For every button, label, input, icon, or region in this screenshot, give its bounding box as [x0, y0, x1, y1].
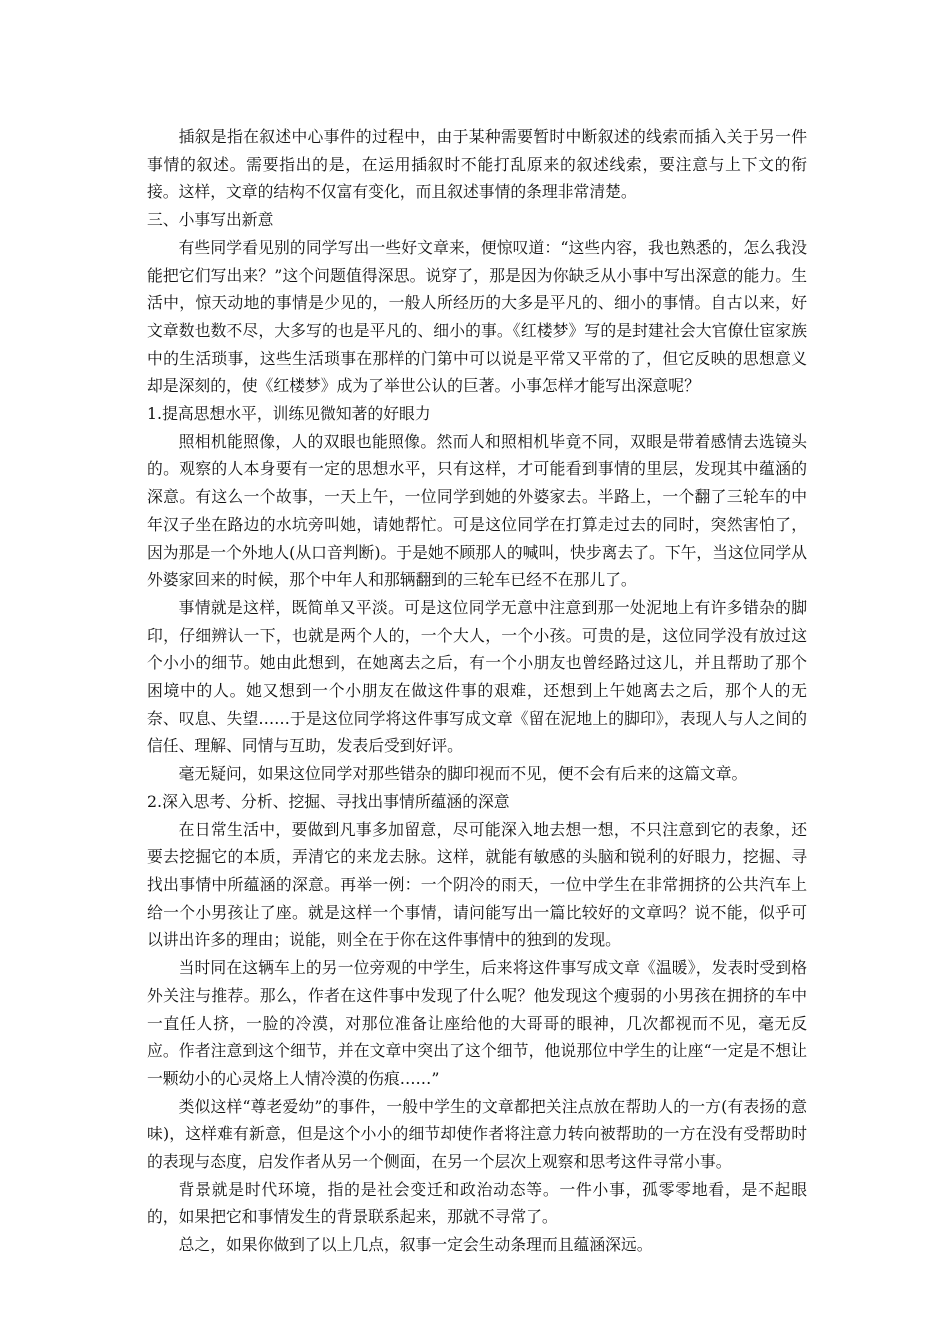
paragraph-no-doubt: 毫无疑问，如果这位同学对那些错杂的脚印视而不见，便不会有后来的这篇文章。	[178, 764, 748, 784]
paragraph-daily-life: 在日常生活中，要做到凡事多加留意，尽可能深入地去想一想，不只注意到它的表象，还要去挖掘它的本质，弄清它的来龙去脉。这样，就能有敏感的头脑和锐利的好眼力，挖掘、寻找出事情中所蕴涵的深意。再举一例：一个阴冷的雨天，一位中学生在非常拥挤的公共汽车上给一个小男孩让了座。就是这样一个事情，请问能写出一篇比较好的文章吗？说不能，似乎可以讲出许多的理由；说能，则全在于你在这件事情中的独到的发现。	[147, 819, 807, 950]
document-page	[147, 123, 807, 1259]
paragraph-warmth: 当时同在这辆车上的另一位旁观的中学生，后来将这件事写成文章《温暖》，发表时受到格外关注与推荐。那么，作者在这件事中发现了什么呢？他发现这个瘦弱的小男孩在拥挤的车中一直任人挤，一脸的冷漠，对那位准备让座给他的大哥哥的眼神，几次都视而不见，毫无反应。作者注意到这个细节，并在文章中突出了这个细节，他说那位中学生的让座“一定是不想让一颗幼小的心灵烙上人情冷漠的伤痕……”	[147, 958, 807, 1088]
paragraph-camera: 照相机能照像，人的双眼也能照像。然而人和照相机毕竟不同，双眼是带着感情去选镜头的。观察的人本身要有一定的思想水平，只有这样，才可能看到事情的里层，发现其中蕴涵的深意。有这么一个故事，一天上午，一位同学到她的外婆家去。半路上，一个翻了三轮车的中年汉子坐在路边的水坑旁叫她，请她帮忙。可是这位同学在打算走过去的同时，突然害怕了，因为那是一个外地人(从口音判断)。于是她不顾那人的喊叫，快步离去了。下午，当这位同学从外婆家回来的时候，那个中年人和那辆翻到的三轮车已经不在那儿了。	[147, 431, 807, 590]
paragraph-footprints: 事情就是这样，既简单又平淡。可是这位同学无意中注意到那一处泥地上有许多错杂的脚印，仔细辨认一下，也就是两个人的，一个大人，一个小孩。可贵的是，这位同学没有放过这个小小的细节。她由此想到，在她离去之后，有一个小朋友也曾经路过这儿，并且帮助了那个困境中的人。她又想到一个小朋友在做这件事的艰难，还想到上午她离去之后，那个人的无奈、叹息、失望……于是这位同学将这件事写成文章《留在泥地上的脚印》，表现人与人之间的信任、理解、同情与互助，发表后受到好评。	[147, 597, 807, 756]
paragraph-conclusion: 总之，如果你做到了以上几点，叙事一定会生动条理而且蕴涵深远。	[178, 1235, 653, 1255]
paragraph-flashback: 插叙是指在叙述中心事件的过程中，由于某种需要暂时中断叙述的线索而插入关于另一件事情的叙述。需要指出的是，在运用插叙时不能打乱原来的叙述线索，要注意与上下文的衔接。这样，文章的结构不仅富有变化，而且叙述事情的条理非常清楚。	[147, 127, 807, 202]
subheading-2: 2.深入思考、分析、挖掘、寻找出事情所蕴涵的深意	[147, 791, 510, 811]
section-heading-small-things: 三、小事写出新意	[147, 210, 274, 230]
paragraph-intro: 有些同学看见别的同学写出一些好文章来，便惊叹道：“这些内容，我也熟悉的，怎么我没能把它们写出来？”这个问题值得深思。说穿了，那是因为你缺乏从小事中写出深意的能力。生活中，惊天动地的事情是少见的，一般人所经历的大多是平凡的、细小的事情。自古以来，好文章数也数不尽，大多写的也是平凡的、细小的事。《红楼梦》写的是封建社会大官僚仕宦家族中的生活琐事，这些生活琐事在那样的门第中可以说是平常又平常的了，但它反映的思想意义却是深刻的，使《红楼梦》成为了举世公认的巨著。小事怎样才能写出深意呢？	[147, 237, 807, 396]
subheading-1: 1.提高思想水平，训练见微知著的好眼力	[147, 404, 431, 424]
paragraph-background: 背景就是时代环境，指的是社会变迁和政治动态等。一件小事，孤零零地看，是不起眼的，如果把它和事情发生的背景联系起来，那就不寻常了。	[147, 1179, 807, 1227]
paragraph-similar: 类似这样“尊老爱幼”的事件，一般中学生的文章都把关注点放在帮助人的一方(有表扬的意味)，这样难有新意，但是这个小小的细节却使作者将注意力转向被帮助的一方在没有受帮助时的表现与态度，启发作者从另一个侧面，在另一个层次上观察和思考这件寻常小事。	[147, 1096, 807, 1172]
